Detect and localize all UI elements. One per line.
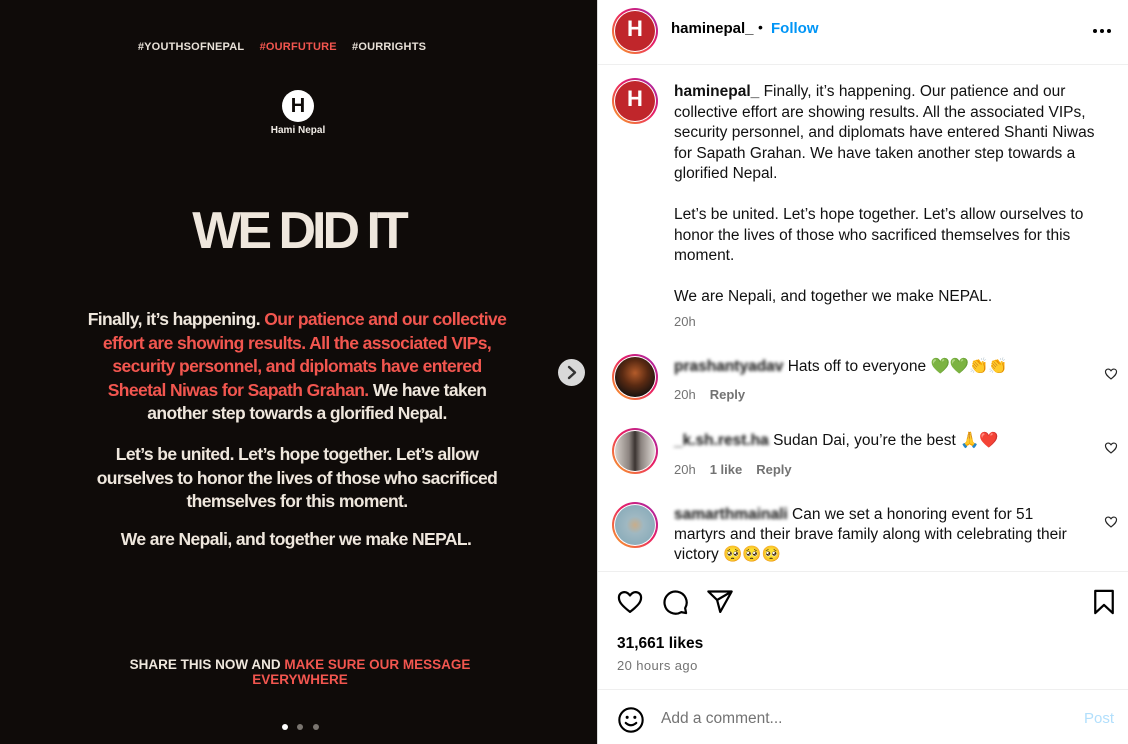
comment-meta bbox=[674, 387, 745, 402]
header-username[interactable]: haminepal_ bbox=[671, 20, 754, 37]
brand-logo-block bbox=[262, 90, 334, 136]
carousel-next-button[interactable] bbox=[558, 359, 585, 386]
carousel-dot bbox=[313, 724, 319, 730]
media-para1-tail: We have taken another step towards a glorified Nepal. bbox=[147, 379, 487, 423]
reply-button[interactable]: Reply bbox=[709, 387, 746, 402]
post-header bbox=[598, 0, 1128, 65]
hami-nepal-logo bbox=[282, 90, 314, 122]
comment-icon[interactable] bbox=[661, 588, 689, 616]
bookmark-icon[interactable] bbox=[1090, 588, 1118, 616]
heart-icon[interactable] bbox=[1104, 515, 1118, 529]
media-paragraph-2: Let’s be united. Let’s hope together. Let’s allow ourselves to honor the lives of those who sacrificed themselves for this moment. bbox=[96, 444, 498, 511]
comment-input[interactable] bbox=[661, 707, 1071, 731]
media-para1-lead: Finally, it’s happening. bbox=[87, 309, 260, 329]
post-actions bbox=[598, 571, 1128, 689]
post-timestamp: 20 hours ago bbox=[617, 658, 698, 673]
avatar[interactable] bbox=[612, 8, 658, 54]
caption-text-1: Finally, it’s happening. Our patience and our collective effort are showing results. All the associated VIPs, security personnel, and diplomats have entered Shanti Niwas for Sapath Grahan. We have taken another step towards a glorified Nepal. bbox=[674, 83, 1095, 182]
hashtag-row bbox=[0, 41, 564, 53]
commenter-avatar[interactable] bbox=[612, 428, 658, 474]
comment-body bbox=[674, 431, 1089, 451]
caption-username[interactable]: haminepal_ bbox=[674, 83, 760, 100]
more-options-button[interactable] bbox=[1091, 24, 1115, 38]
post-comment-button[interactable]: Post bbox=[1084, 710, 1115, 727]
carousel-dots bbox=[282, 724, 324, 730]
reply-button[interactable]: Reply bbox=[756, 462, 792, 477]
comment-body bbox=[674, 505, 1089, 565]
comment-username[interactable]: _k.sh.rest.ha bbox=[674, 432, 769, 449]
hashtag: #OURFUTURE bbox=[259, 41, 337, 53]
comment-likes-count[interactable]: 1 like bbox=[709, 462, 743, 477]
logo-letter: H bbox=[290, 95, 306, 117]
heart-icon[interactable] bbox=[616, 588, 644, 616]
likes-count[interactable]: 31,661 likes bbox=[617, 635, 704, 652]
post-sidebar bbox=[597, 0, 1128, 744]
media-paragraph-1 bbox=[84, 308, 510, 426]
caption-avatar[interactable] bbox=[612, 78, 658, 124]
comment-time: 20h bbox=[674, 387, 696, 402]
avatar-logo: H bbox=[615, 11, 655, 51]
caption-text-3: We are Nepali, and together we make NEPAL. bbox=[674, 288, 993, 305]
heart-icon[interactable] bbox=[1104, 441, 1118, 455]
commenter-avatar[interactable] bbox=[612, 354, 658, 400]
hashtag: #YOUTHSOFNEPAL bbox=[137, 41, 245, 53]
emoji-icon[interactable] bbox=[617, 706, 645, 734]
follow-button[interactable]: Follow bbox=[771, 20, 819, 37]
comment-username[interactable]: prashantyadav bbox=[674, 358, 784, 375]
commenter-avatar[interactable] bbox=[612, 502, 658, 548]
comment-meta bbox=[674, 462, 792, 477]
comments-section[interactable] bbox=[598, 66, 1128, 571]
media-para1-accent: Our patience and our collective effort are showing results. All the associated VIPs, security personnel, and diplomats have entered Sheetal Niwas for Sapath Grahan. bbox=[102, 309, 507, 400]
caption-timestamp: 20h bbox=[674, 314, 696, 329]
comment-username[interactable]: samarthmainali bbox=[674, 506, 788, 523]
chevron-right-icon bbox=[565, 365, 579, 380]
brand-name: Hami Nepal bbox=[270, 125, 326, 136]
carousel-dot bbox=[297, 724, 303, 730]
more-horizontal-icon bbox=[1091, 25, 1112, 42]
share-lead: SHARE THIS NOW AND bbox=[129, 657, 281, 672]
media-share-line bbox=[110, 657, 490, 687]
comment-text: Sudan Dai, you’re the best 🙏❤️ bbox=[773, 432, 999, 449]
carousel-dot-active bbox=[282, 724, 288, 730]
media-headline: WE DID IT bbox=[192, 202, 405, 260]
media-paragraph-3: We are Nepali, and together we make NEPAL. bbox=[120, 529, 472, 549]
post-caption bbox=[674, 82, 1104, 308]
comment-body bbox=[674, 357, 1089, 377]
heart-icon[interactable] bbox=[1104, 367, 1118, 381]
separator-dot: • bbox=[758, 19, 763, 35]
comment-text: Can we set a honoring event for 51 martyrs and their brave family along with celebrating their victory 🥺🥺🥺 bbox=[674, 506, 1067, 563]
hashtag: #OURRIGHTS bbox=[352, 41, 427, 53]
avatar-logo: H bbox=[615, 81, 655, 121]
add-comment-bar bbox=[598, 689, 1128, 744]
comment-text: Hats off to everyone 💚💚👏👏 bbox=[787, 358, 1008, 375]
share-accent: MAKE SURE OUR MESSAGE EVERYWHERE bbox=[252, 657, 471, 687]
comment-time: 20h bbox=[674, 462, 696, 477]
caption-text-2: Let’s be united. Let’s hope together. Let’s allow ourselves to honor the lives of those who sacrificed themselves for this moment. bbox=[674, 206, 1084, 264]
share-icon[interactable] bbox=[706, 588, 734, 616]
